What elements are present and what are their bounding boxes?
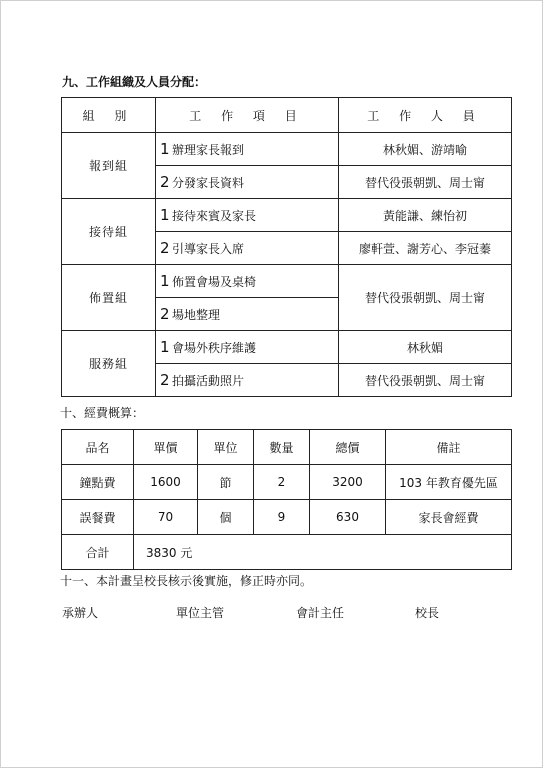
section11-heading: 十一、本計畫呈校長核示後實施，修正時亦同。 <box>60 574 313 588</box>
staff-names: 替代役張朝凱、周士甯 <box>339 364 512 397</box>
table-header-row <box>62 430 512 465</box>
group-name: 服務組 <box>62 331 156 397</box>
table-row <box>62 500 512 535</box>
cell-quantity: 9 <box>254 500 310 535</box>
cell-unit: 節 <box>198 465 254 500</box>
cell-unit-price: 1600 <box>134 465 198 500</box>
task-item: 2 拍攝活動照片 <box>156 364 339 397</box>
group-name: 報到組 <box>62 133 156 199</box>
budget-table <box>61 429 512 570</box>
task-item: 2 分發家長資料 <box>156 166 339 199</box>
table-header-row <box>62 98 512 133</box>
staff-names: 替代役張朝凱、周士甯 <box>339 166 512 199</box>
header-staff: 工 作 人 員 <box>339 98 512 133</box>
header-unit: 單位 <box>198 430 254 465</box>
cell-unit-price: 70 <box>134 500 198 535</box>
header-total-price: 總價 <box>310 430 386 465</box>
header-item: 品名 <box>62 430 134 465</box>
task-item: 2 引導家長入席 <box>156 232 339 265</box>
staff-names: 廖軒萱、謝芳心、李冠蓁 <box>339 232 512 265</box>
task-item: 1 佈置會場及桌椅 <box>156 265 339 298</box>
total-label: 合計 <box>62 535 134 570</box>
signature-organizer: 承辦人 <box>62 606 99 620</box>
task-item: 1 會場外秩序維護 <box>156 331 339 364</box>
table-total-row <box>62 535 512 570</box>
staff-names: 黃能謙、練怡初 <box>339 199 512 232</box>
task-item: 1 接待來賓及家長 <box>156 199 339 232</box>
cell-unit: 個 <box>198 500 254 535</box>
task-item: 1 辦理家長報到 <box>156 133 339 166</box>
signature-accounting-director: 會計主任 <box>296 606 345 620</box>
staff-assignment-table <box>61 97 512 397</box>
cell-item: 誤餐費 <box>62 500 134 535</box>
section9-heading: 九、工作組織及人員分配： <box>62 75 207 89</box>
staff-names: 林秋媚、游靖喻 <box>339 133 512 166</box>
cell-remarks: 103 年教育優先區 <box>386 465 512 500</box>
cell-quantity: 2 <box>254 465 310 500</box>
cell-item: 鐘點費 <box>62 465 134 500</box>
staff-names: 替代役張朝凱、周士甯 <box>339 265 512 331</box>
header-remarks: 備註 <box>386 430 512 465</box>
section10-heading: 十、經費概算： <box>60 406 145 420</box>
cell-total-price: 630 <box>310 500 386 535</box>
table-row <box>62 199 512 232</box>
header-unit-price: 單價 <box>134 430 198 465</box>
signature-line <box>0 604 543 624</box>
group-name: 接待組 <box>62 199 156 265</box>
staff-names: 林秋媚 <box>339 331 512 364</box>
header-quantity: 數量 <box>254 430 310 465</box>
group-name: 佈置組 <box>62 265 156 331</box>
table-row <box>62 133 512 166</box>
table-row <box>62 265 512 298</box>
header-tasks: 工 作 項 目 <box>156 98 339 133</box>
cell-total-price: 3200 <box>310 465 386 500</box>
table-row <box>62 331 512 364</box>
total-value: 3830 元 <box>134 535 512 570</box>
signature-principal: 校長 <box>415 606 440 620</box>
task-item: 2 場地整理 <box>156 298 339 331</box>
signature-unit-supervisor: 單位主管 <box>176 606 225 620</box>
table-row <box>62 465 512 500</box>
cell-remarks: 家長會經費 <box>386 500 512 535</box>
header-group: 組 別 <box>62 98 156 133</box>
